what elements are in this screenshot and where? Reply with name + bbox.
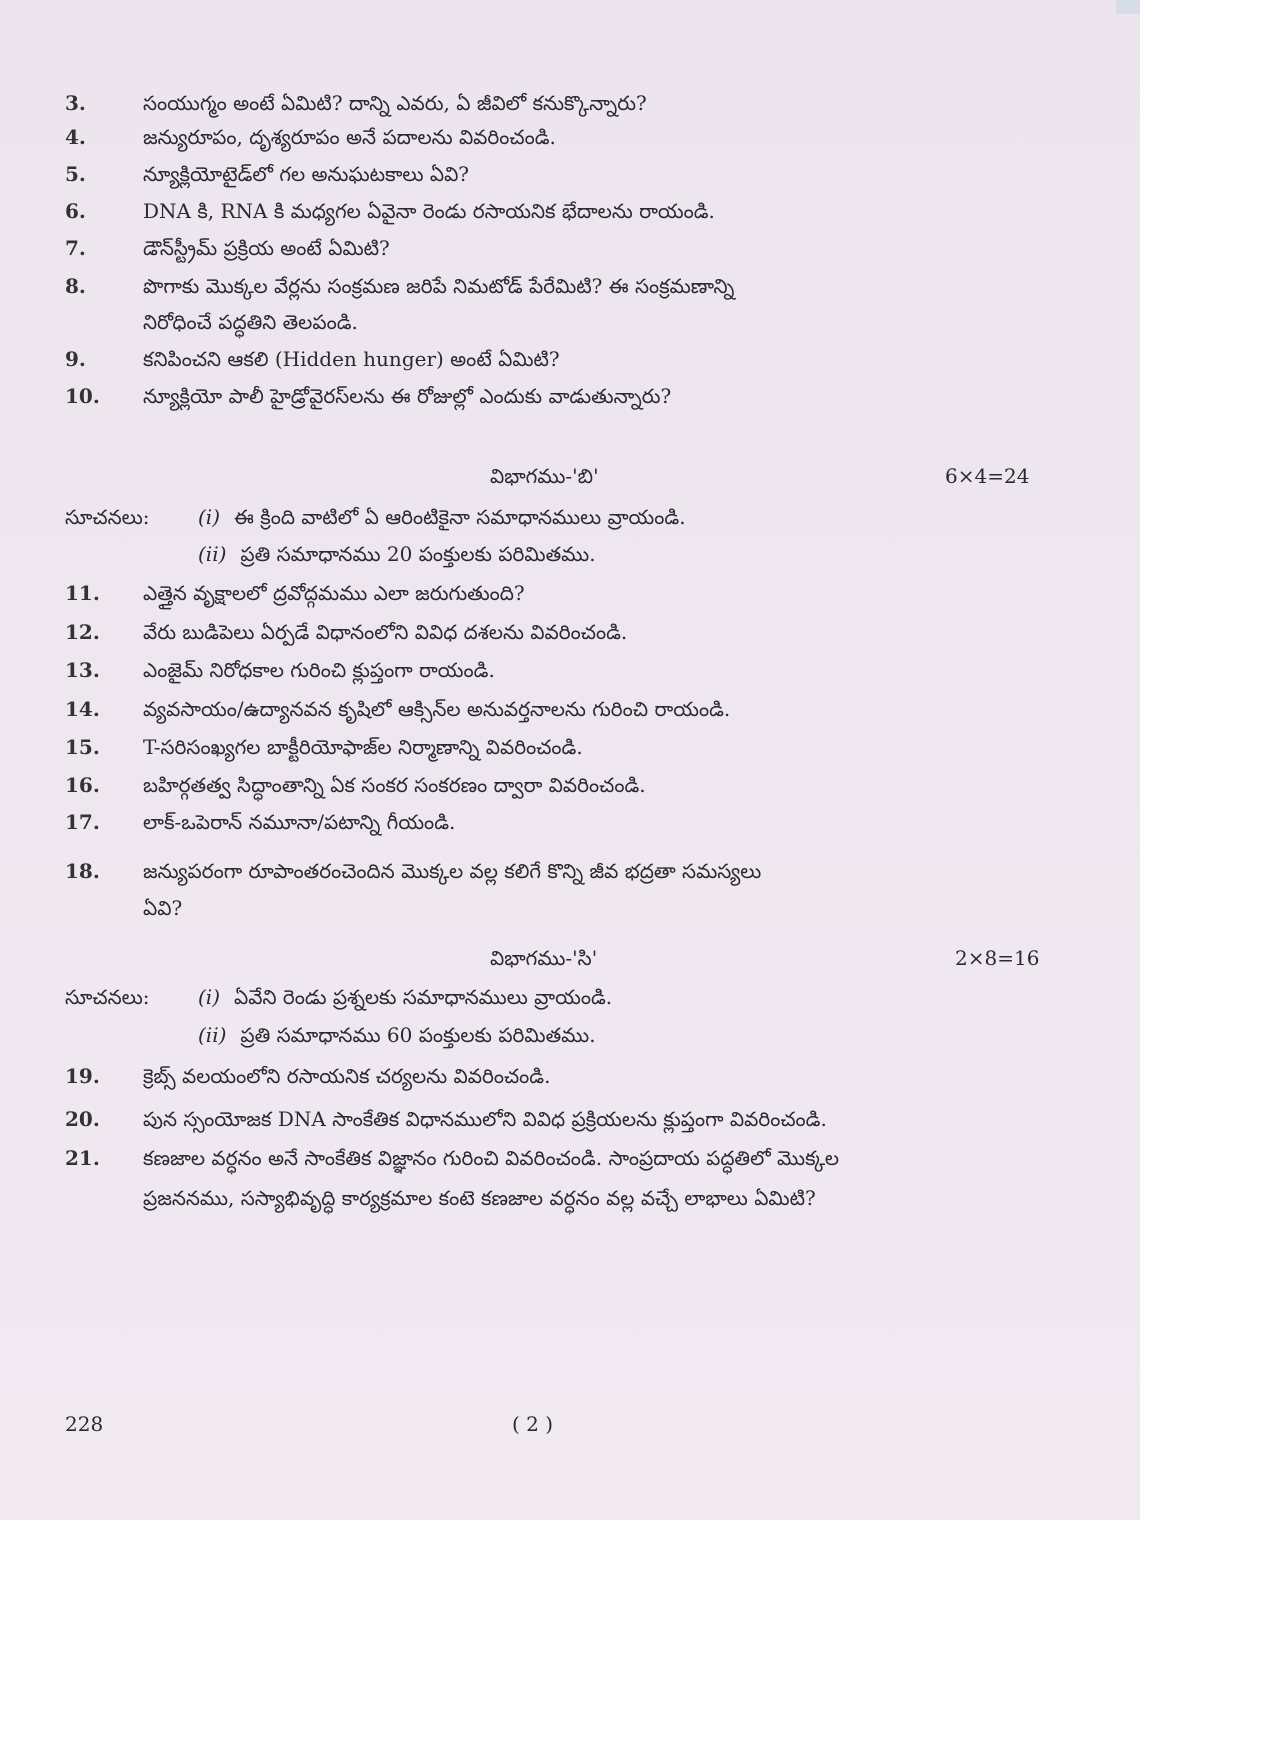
question-10: 10. న్యూక్లియో పాలీ హైడ్రోవైరస్‌లను ఈ రోజుల్లో ఎందుకు వాడుతున్నారు? [65,384,672,408]
question-4: 4. జన్యురూపం, దృశ్యరూపం అనే పదాలను వివరించండి. [65,125,556,149]
question-7: 7. డౌన్‌స్ట్రీమ్ ప్రక్రియ అంటే ఏమిటి? [65,236,390,260]
question-5: 5. న్యూక్లియోటైడ్‌లో గల అనుఘటకాలు ఏవి? [65,162,470,186]
section-b-notes-label: సూచనలు: [65,505,150,529]
question-15: 15. T-సరిసంఖ్యగల బాక్టీరియోఫాజ్‌ల నిర్మాణాన్ని వివరించండి. [65,735,583,759]
question-21: 21. కణజాల వర్ధనం అనే సాంకేతిక విజ్ఞానం గురించి వివరించండి. సాంప్రదాయ పద్ధతిలో మొక్కల [65,1146,840,1170]
question-14: 14. వ్యవసాయం/ఉద్యానవన కృషిలో ఆక్సిన్‌ల అనువర్తనాలను గురించి రాయండి. [65,697,731,721]
question-8: 8. పొగాకు మొక్కల వేర్లను సంక్రమణ జరిపే నిమటోడ్ పేరేమిటి? ఈ సంక్రమణాన్ని [65,274,735,298]
question-18-continued: ఏవి? [143,896,183,920]
question-11: 11. ఎత్తైన వృక్షాలలో ద్రవోద్గమము ఎలా జరుగుతుంది? [65,581,525,605]
section-c-note-1: (i) ఏవేని రెండు ప్రశ్నలకు సమాధానములు వ్రాయండి. [198,985,613,1009]
section-b-marks: 6×4=24 [945,464,1030,488]
question-8-continued: నిరోధించే పద్ధతిని తెలపండి. [143,310,358,334]
section-c-notes-label: సూచనలు: [65,985,150,1009]
question-16: 16. బహిర్గతత్వ సిద్ధాంతాన్ని ఏక సంకర సంకరణం ద్వారా వివరించండి. [65,773,646,797]
section-b-note-1: (i) ఈ క్రింది వాటిలో ఏ ఆరింటికైనా సమాధానములు వ్రాయండి. [198,505,686,529]
question-17: 17. లాక్-ఒపెరాన్ నమూనా/పటాన్ని గీయండి. [65,810,456,834]
question-19: 19. క్రెబ్స్ వలయంలోని రసాయనిక చర్యలను వివరించండి. [65,1064,551,1088]
question-3: 3. సంయుగ్మం అంటే ఏమిటి? దాన్ని ఎవరు, ఏ జీవిలో కనుక్కొన్నారు? [65,91,647,115]
scan-corner [1116,0,1140,14]
question-9: 9. కనిపించని ఆకలి (Hidden hunger) అంటే ఏమిటి? [65,347,560,371]
question-12: 12. వేరు బుడిపెలు ఏర్పడే విధానంలోని వివిధ దశలను వివరించండి. [65,620,628,644]
question-18: 18. జన్యుపరంగా రూపాంతరంచెందిన మొక్కల వల్ల కలిగే కొన్ని జీవ భద్రతా సమస్యలు [65,859,762,883]
section-b-note-2: (ii) ప్రతి సమాధానము 20 పంక్తులకు పరిమితము. [198,542,596,566]
section-c-marks: 2×8=16 [955,946,1040,970]
question-21-continued: ప్రజననము, సస్యాభివృద్ధి కార్యక్రమాల కంటె కణజాల వర్ధనం వల్ల వచ్చే లాభాలు ఏమిటి? [143,1186,816,1210]
section-c-note-2: (ii) ప్రతి సమాధానము 60 పంక్తులకు పరిమితము. [198,1023,596,1047]
question-6: 6. DNA కి, RNA కి మధ్యగల ఏవైనా రెండు రసాయనిక భేదాలను రాయండి. [65,199,715,223]
page-number: ( 2 ) [512,1412,554,1436]
question-13: 13. ఎంజైమ్ నిరోధకాల గురించి క్లుప్తంగా రాయండి. [65,658,495,682]
paper-code: 228 [65,1412,104,1436]
question-20: 20. పున స్సంయోజక DNA సాంకేతిక విధానములోని వివిధ ప్రక్రియలను క్లుప్తంగా వివరించండి. [65,1107,827,1131]
section-c-title: విభాగము-'సి' [490,946,598,970]
section-b-title: విభాగము-'బి' [490,464,599,488]
